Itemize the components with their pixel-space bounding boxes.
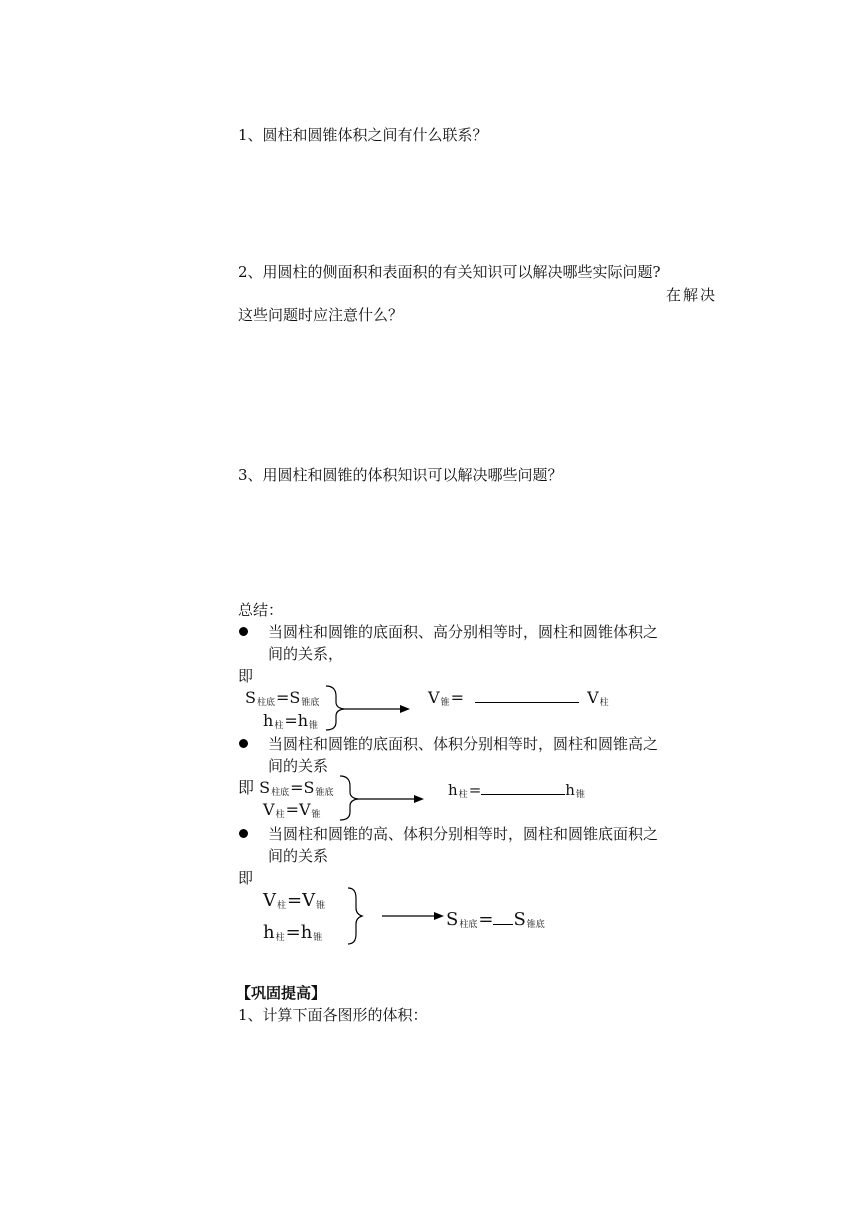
summary-item-1-line-2: 间的关系，	[268, 645, 344, 663]
bullet-icon	[239, 739, 248, 748]
item-1-condition-2: h柱=h锥	[263, 711, 319, 731]
consolidate-heading: 【巩固提高】	[236, 984, 327, 1002]
item-1-result: V锥= V柱	[428, 688, 609, 708]
item-2-condition-1: 即 S柱底=S锥底	[238, 778, 334, 798]
question-2-right-fragment: 在解决	[666, 286, 718, 304]
summary-item-3-line-1: 当圆柱和圆锥的高、体积分别相等时，圆柱和圆锥底面积之	[268, 825, 659, 843]
answer-blank[interactable]	[475, 688, 579, 703]
item-3-condition-1: V柱=V锥	[263, 890, 326, 911]
item-1-brace-arrow	[320, 684, 420, 734]
item-1-condition-1: S柱底=S锥底	[245, 688, 320, 708]
summary-item-3-line-2: 间的关系	[268, 847, 329, 865]
item-3-result: S柱底= S锥底	[446, 909, 545, 930]
question-2-line-1: 2、用圆柱的侧面积和表面积的有关知识可以解决哪些实际问题?	[238, 263, 661, 281]
summary-item-2-line-2: 间的关系	[268, 757, 329, 775]
answer-blank[interactable]	[493, 908, 513, 925]
question-1: 1、圆柱和圆锥体积之间有什么联系？	[238, 126, 488, 144]
item-2-condition-2: V柱=V锥	[263, 800, 321, 820]
question-3: 3、用圆柱和圆锥的体积知识可以解决哪些问题？	[238, 466, 563, 484]
summary-ji: 即	[238, 869, 254, 887]
summary-item-2-line-1: 当圆柱和圆锥的底面积、体积分别相等时，圆柱和圆锥高之	[268, 735, 659, 753]
item-2-brace-arrow	[334, 774, 434, 824]
item-3-brace-arrow	[344, 886, 454, 946]
bullet-icon	[239, 627, 248, 636]
bullet-icon	[239, 829, 248, 838]
consolidate-question-1: 1、计算下面各图形的体积：	[238, 1006, 428, 1024]
item-2-result: h柱= h锥	[448, 781, 585, 800]
summary-ji: 即	[238, 667, 254, 685]
item-3-condition-2: h柱=h锥	[263, 922, 323, 943]
question-2-line-2: 这些问题时应注意什么？	[238, 306, 404, 324]
summary-item-1-line-1: 当圆柱和圆锥的底面积、高分别相等时，圆柱和圆锥体积之	[268, 623, 659, 641]
answer-blank[interactable]	[481, 780, 565, 795]
summary-title: 总结：	[238, 601, 284, 619]
